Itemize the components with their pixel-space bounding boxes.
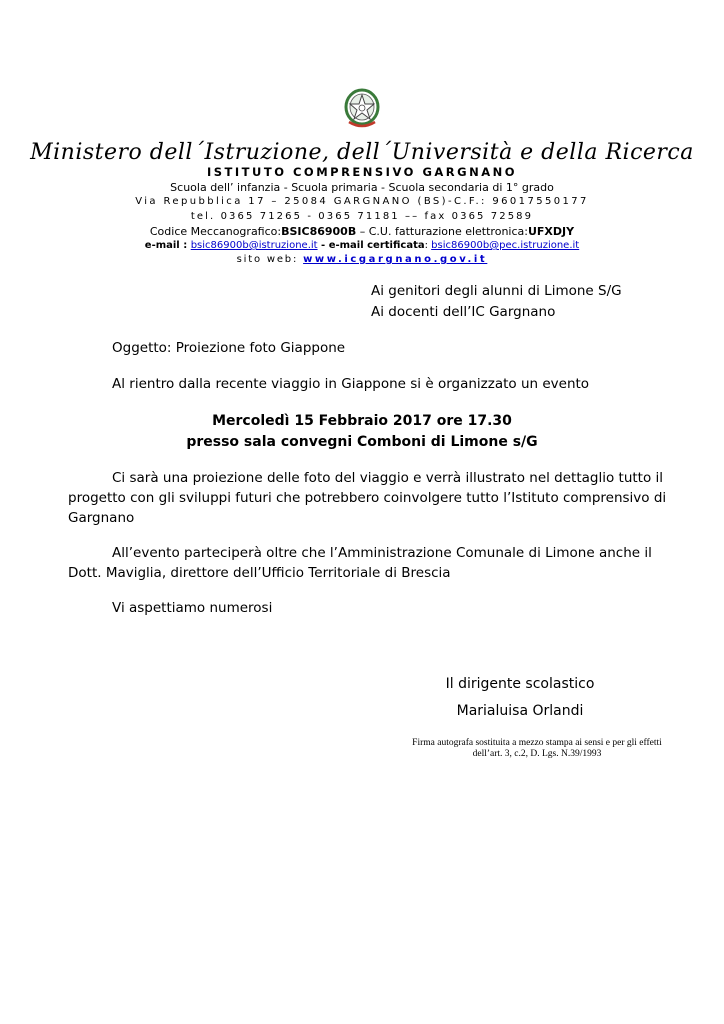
italian-republic-emblem-icon [343,86,381,130]
email-link[interactable]: bsic86900b@istruzione.it [190,240,318,251]
codes-value-1: BSIC86900B [281,225,357,238]
school-codes [0,225,724,238]
school-levels: Scuola dell’ infanzia - Scuola primaria - Scuola secondaria di 1° grado [170,181,554,194]
codes-label-2: – C.U. fatturazione elettronica: [356,225,528,238]
closing-line: Vi aspettiamo numerosi [112,600,273,616]
codes-value-2: UFXDJY [527,225,575,238]
paragraph-guests: All’evento parteciperà oltre che l’Amministrazione Comunale di Limone anche il Dott. Maviglia, direttore dell’Ufficio Territoriale di Brescia [68,545,652,581]
school-name: ISTITUTO COMPRENSIVO GARGNANO [206,165,517,179]
recipient-line: Ai genitori degli alunni di Limone S/G [371,283,622,299]
school-site-line [0,254,724,265]
ministry-title: Ministero dell´Istruzione, dell´Università e della Ricerca [30,140,694,165]
site-label: sito web: [236,254,304,265]
event-details [0,411,724,453]
subject-line: Oggetto: Proiezione foto Giappone [112,340,346,356]
email-label: e-mail : [144,240,191,251]
intro-line: Al rientro dalla recente viaggio in Giappone si è organizzato un evento [112,376,590,392]
pec-colon: : [424,240,432,251]
recipients [371,281,622,323]
signature-note: Firma autografa sostituita a mezzo stampa ai sensi e per gli effetti dell’art. 3, c.2, D. Lgs. N.39/1993 [412,738,662,759]
school-email-line [0,240,724,251]
event-date: Mercoledì 15 Febbraio 2017 ore 17.30 [212,413,512,429]
paragraph-projection: Ci sarà una proiezione delle foto del viaggio e verrà illustrato nel dettaglio tutto il progetto con gli sviluppi futuri che potrebbero coinvolgere tutto l’Istituto comprensivo di Gargnano [68,470,667,526]
signer-role: Il dirigente scolastico [445,676,595,692]
recipient-line: Ai docenti dell’IC Gargnano [371,304,556,320]
school-address: Via Repubblica 17 – 25084 GARGNANO (BS)-C.F.: 96017550177 [135,196,589,207]
pec-label: - e-mail certificata [317,240,425,251]
event-place: presso sala convegni Comboni di Limone s/G [186,434,538,450]
pec-link[interactable]: bsic86900b@pec.istruzione.it [431,240,580,251]
school-phone: tel. 0365 71265 - 0365 71181 –– fax 0365 72589 [190,211,534,222]
signer-name: Marialuisa Orlandi [456,703,584,719]
site-link[interactable]: www.icgargnano.gov.it [303,254,488,265]
codes-label-1: Codice Meccanografico: [149,225,282,238]
